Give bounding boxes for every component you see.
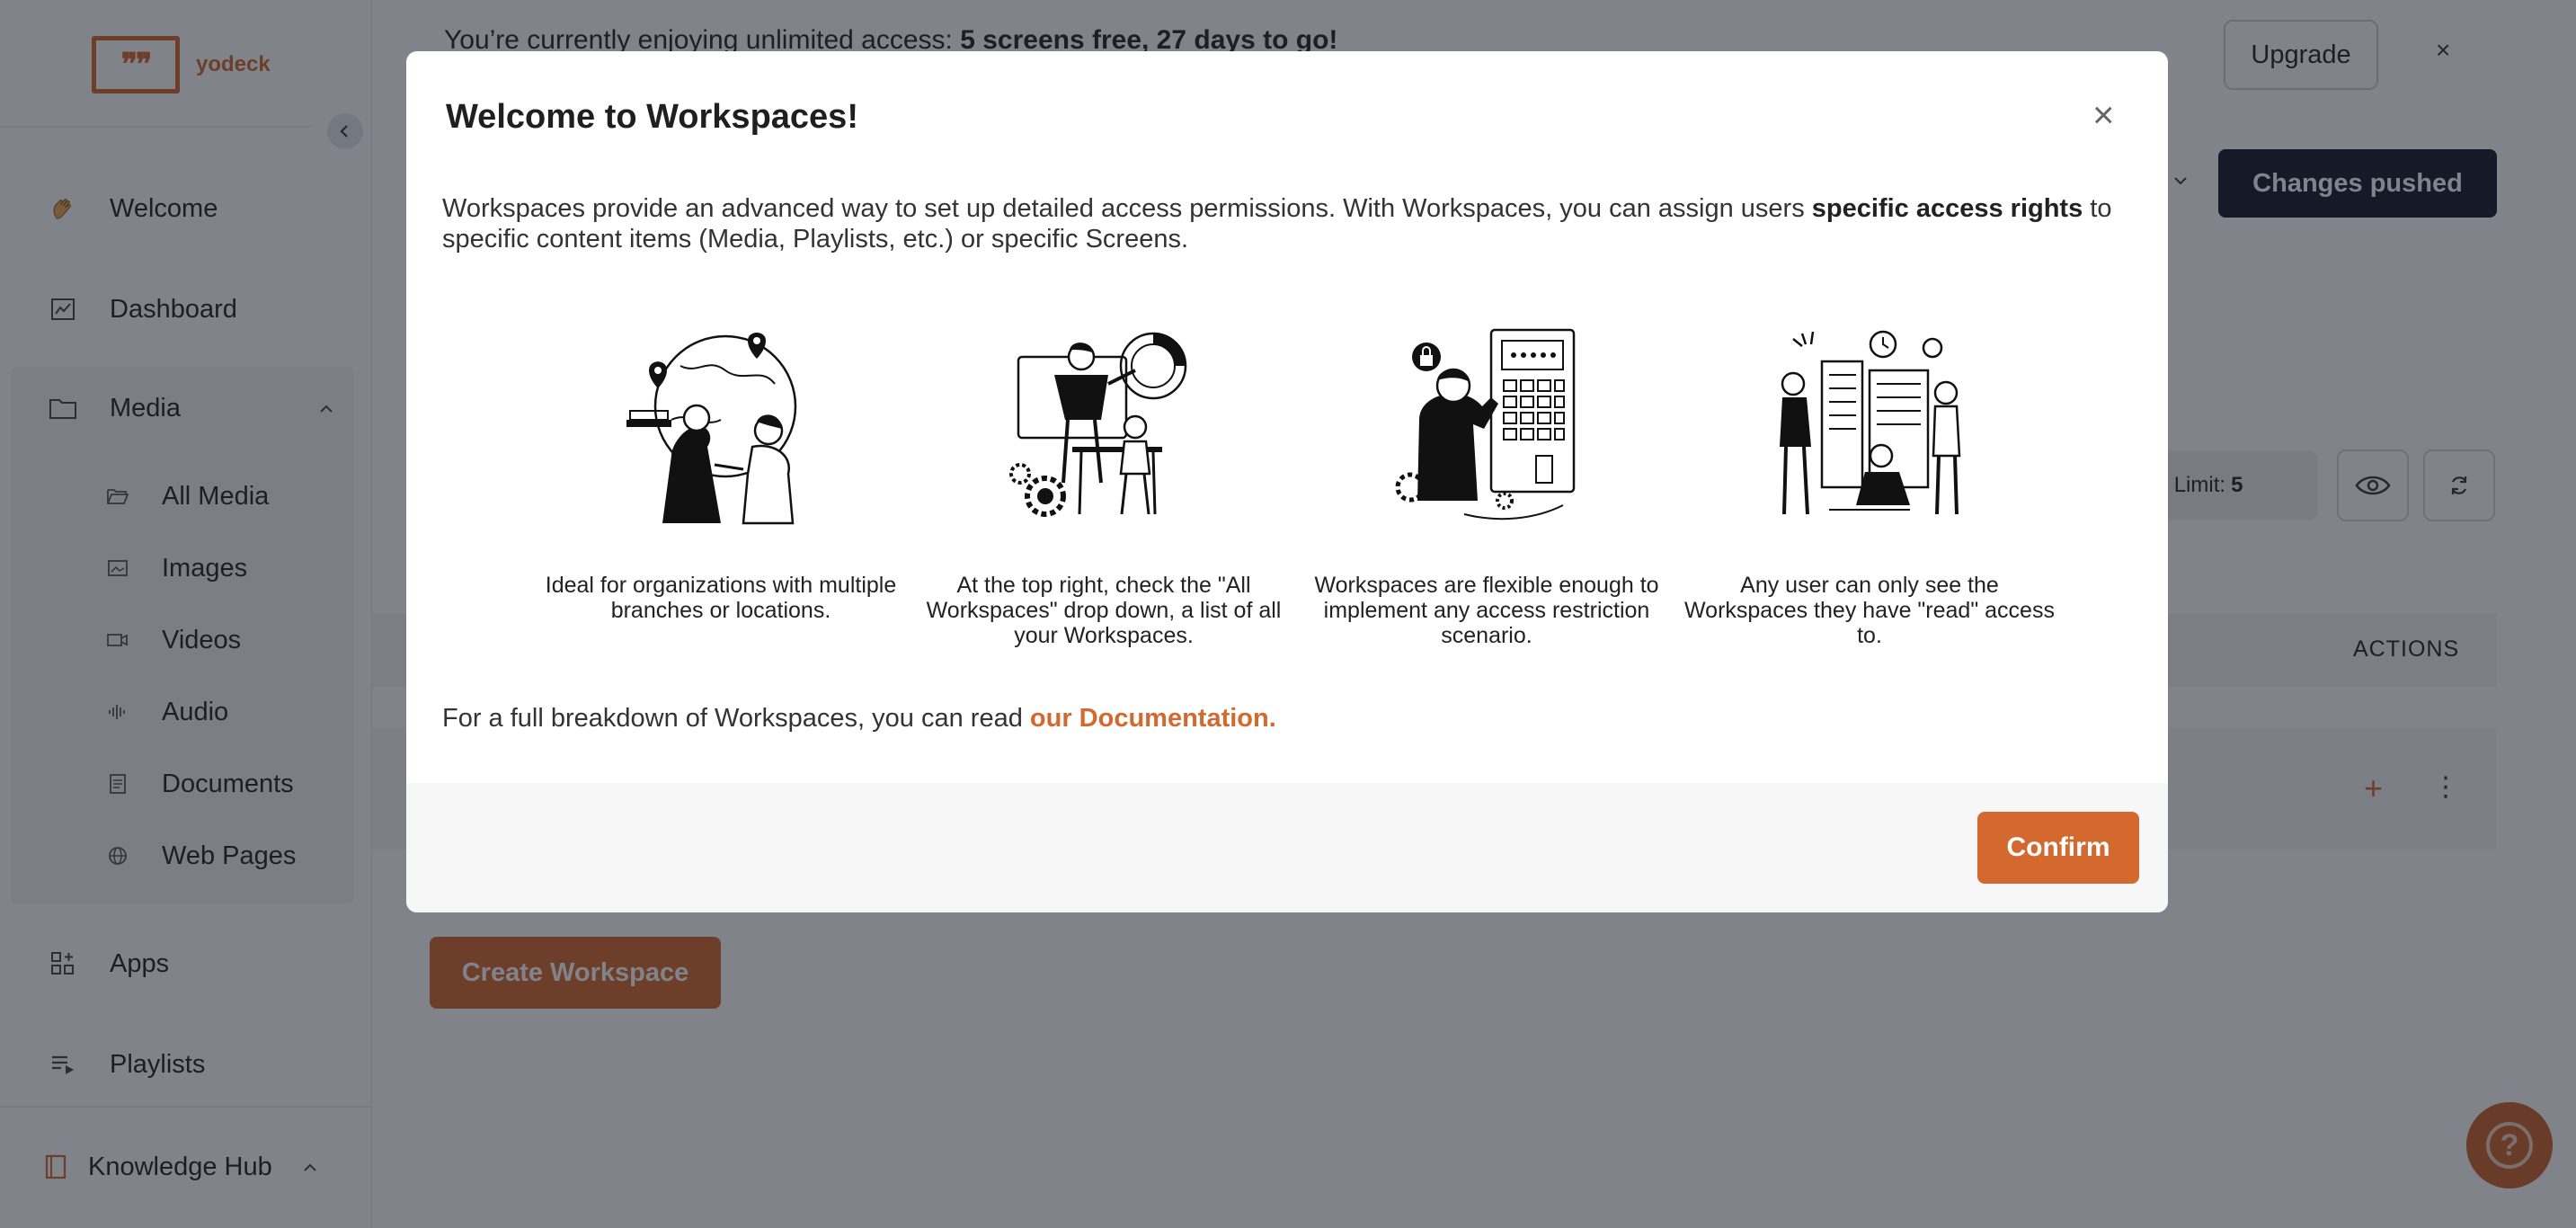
feature-card [1681,321,2058,648]
modal-footer [406,783,2168,912]
feature-caption: Ideal for organizations with multiple branches or locations. [545,573,897,623]
close-icon[interactable]: × [2092,93,2115,136]
keypad-lock-illustration-icon [1383,321,1590,528]
read-access-illustration-icon [1766,321,1973,528]
confirm-button[interactable]: Confirm [1977,812,2139,884]
feature-card [1298,321,1675,648]
documentation-text: For a full breakdown of Workspaces, you can read our Documentation. [442,704,1276,733]
modal-title: Welcome to Workspaces! [446,98,858,136]
dropdown-illustration-icon [1000,321,1207,528]
feature-caption: Workspaces are flexible enough to implement any access restriction scenario. [1314,573,1659,648]
feature-caption: At the top right, check the "All Workspaces" drop down, a list of all your Workspaces. [926,573,1282,648]
welcome-modal [406,51,2168,912]
feature-card [915,321,1292,648]
branches-illustration-icon [617,321,824,528]
modal-intro: Workspaces provide an advanced way to set up detailed access permissions. With Workspaces, you can assign users specific access rights to specific content items (Media, Playlists, etc.) or specific Screens. [442,194,2112,254]
documentation-link[interactable]: our Documentation. [1029,704,1276,733]
feature-caption: Any user can only see the Workspaces they have "read" access to. [1684,573,2055,648]
feature-card [532,321,910,623]
